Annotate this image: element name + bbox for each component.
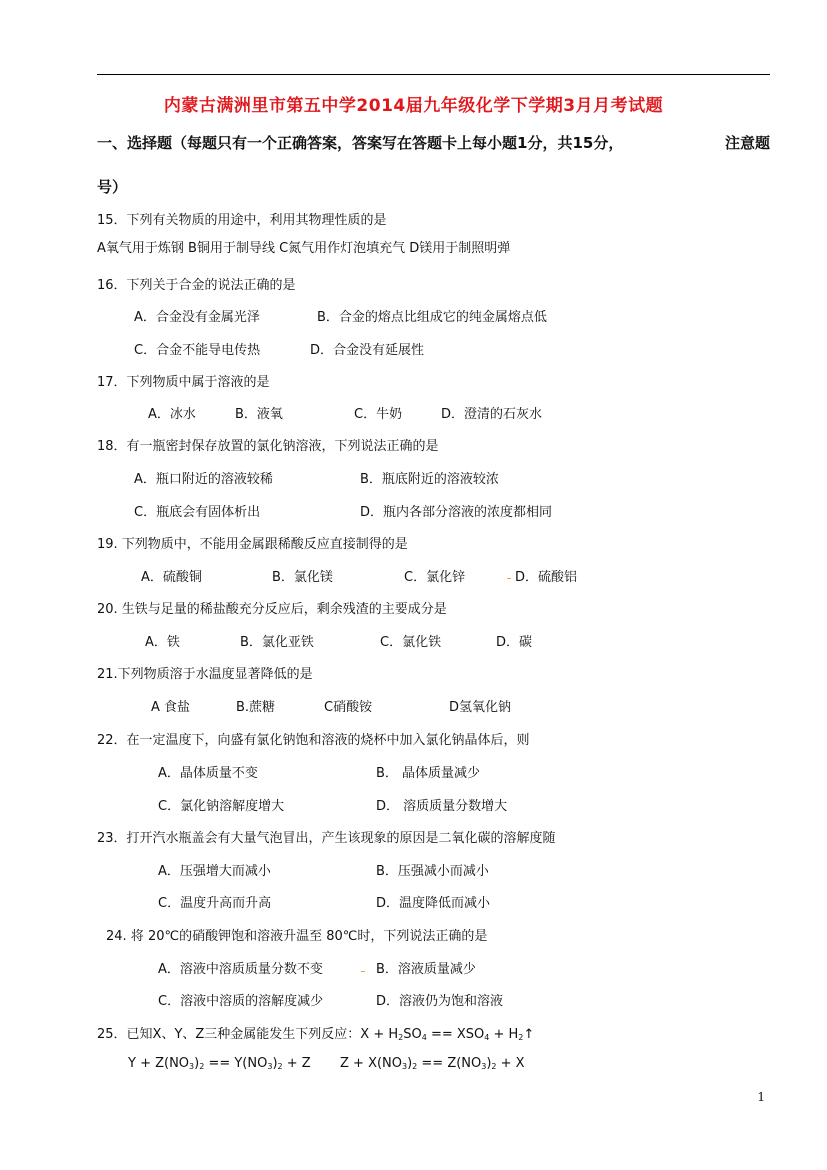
option-b: B．氯化亚铁 — [240, 635, 314, 650]
equation-1: $Y + Z(NO_3)_2 == Y(NO_3)_2 + Z$ — [128, 1056, 311, 1071]
section-heading-text: 一、选择题（每题只有一个正确答案，答案写在答题卡上每小题1分，共15分， — [97, 134, 624, 152]
option-c: C．合金不能导电传热 — [134, 343, 261, 358]
question-stem: 23．打开汽水瓶盖会有大量气泡冒出，产生该现象的原因是二氧化碳的溶解度随 — [97, 831, 556, 846]
page-title: 内蒙古满洲里市第五中学2014届九年级化学下学期3月月考试题 — [163, 96, 664, 116]
section-heading-tail: 注意题 — [724, 134, 770, 152]
option-d: D．硫酸铝 — [515, 570, 578, 585]
option-a: A．铁 — [145, 635, 180, 650]
option-b: B.蔗糖 — [236, 700, 276, 715]
option-a: A．压强增大而减小 — [158, 864, 271, 879]
option-d: D．瓶内各部分溶液的浓度都相同 — [360, 505, 553, 520]
question-stem: 22．在一定温度下，向盛有氯化钠饱和溶液的烧杯中加入氯化钠晶体后，则 — [97, 733, 530, 748]
option-c: C．氯化锌 — [404, 570, 466, 585]
question-stem: 15．下列有关物质的用途中，利用其物理性质的是 — [97, 213, 387, 228]
question-stem: 17．下列物质中属于溶液的是 — [97, 375, 270, 390]
option-a: A．合金没有金属光泽 — [134, 310, 260, 325]
section-heading — [97, 132, 770, 153]
option-a: A．晶体质量不变 — [158, 766, 258, 781]
option-a: A 食盐 — [151, 700, 191, 715]
option-line: A氧气用于炼钢 B铜用于制导线 C氮气用作灯泡填充气 D镁用于制照明弹 — [97, 241, 511, 256]
option-b: B． 晶体质量减少 — [376, 766, 481, 781]
question-stem: 18．有一瓶密封保存放置的氯化钠溶液，下列说法正确的是 — [97, 439, 439, 454]
option-b: B．压强减小而减小 — [376, 864, 489, 879]
option-b: B．溶液质量减少 — [376, 962, 476, 977]
option-d: D． 溶质质量分数增大 — [376, 799, 508, 814]
option-c: C硝酸铵 — [324, 700, 373, 715]
option-d: D．温度降低而减小 — [376, 896, 491, 911]
option-d: D．合金没有延展性 — [310, 343, 425, 358]
option-b: B．液氧 — [235, 407, 283, 422]
option-d: D氢氧化钠 — [449, 700, 512, 715]
question-stem: 16．下列关于合金的说法正确的是 — [97, 278, 296, 293]
option-a: A．溶液中溶质质量分数不变 — [158, 962, 323, 977]
option-a: A．硫酸铜 — [141, 570, 202, 585]
option-d: D．溶液仍为饱和溶液 — [376, 994, 504, 1009]
option-b: B．瓶底附近的溶液较浓 — [360, 472, 499, 487]
stray-mark — [507, 578, 511, 579]
option-c: C．氯化铁 — [380, 635, 442, 650]
question-stem: 25．已知X、Y、Z三种金属能发生下列反应：$X + H_2SO_4 == XSO_4$ + $H_2↑$ — [97, 1027, 535, 1042]
option-a: A．冰水 — [148, 407, 196, 422]
option-a: A．瓶口附近的溶液较稀 — [134, 472, 273, 487]
equation-2: $Z + X(NO_3)_2 == Z(NO_3)_2 + X$ — [340, 1056, 525, 1071]
question-stem: 24. 将 20℃的硝酸钾饱和溶液升温至 80℃时，下列说法正确的是 — [106, 929, 488, 944]
question-stem: 19. 下列物质中，不能用金属跟稀酸反应直接制得的是 — [97, 537, 408, 552]
option-c: C．温度升高而升高 — [158, 896, 272, 911]
stray-mark — [361, 971, 365, 972]
option-c: C．瓶底会有固体析出 — [134, 505, 261, 520]
top-rule — [97, 74, 770, 75]
question-stem: 20. 生铁与足量的稀盐酸充分反应后，剩余残渣的主要成分是 — [97, 602, 447, 617]
option-b: B．合金的熔点比组成它的纯金属熔点低 — [317, 310, 547, 325]
option-c: C．牛奶 — [354, 407, 403, 422]
question-stem: 21.下列物质溶于水温度显著降低的是 — [97, 667, 313, 682]
option-c: C．氯化钠溶解度增大 — [158, 799, 285, 814]
option-d: D．澄清的石灰水 — [441, 407, 543, 422]
section-heading-cont: 号） — [97, 178, 128, 196]
option-b: B．氯化镁 — [272, 570, 333, 585]
option-d: D．碳 — [496, 635, 533, 650]
option-c: C．溶液中溶质的溶解度减少 — [158, 994, 324, 1009]
page-number: 1 — [757, 1090, 765, 1104]
